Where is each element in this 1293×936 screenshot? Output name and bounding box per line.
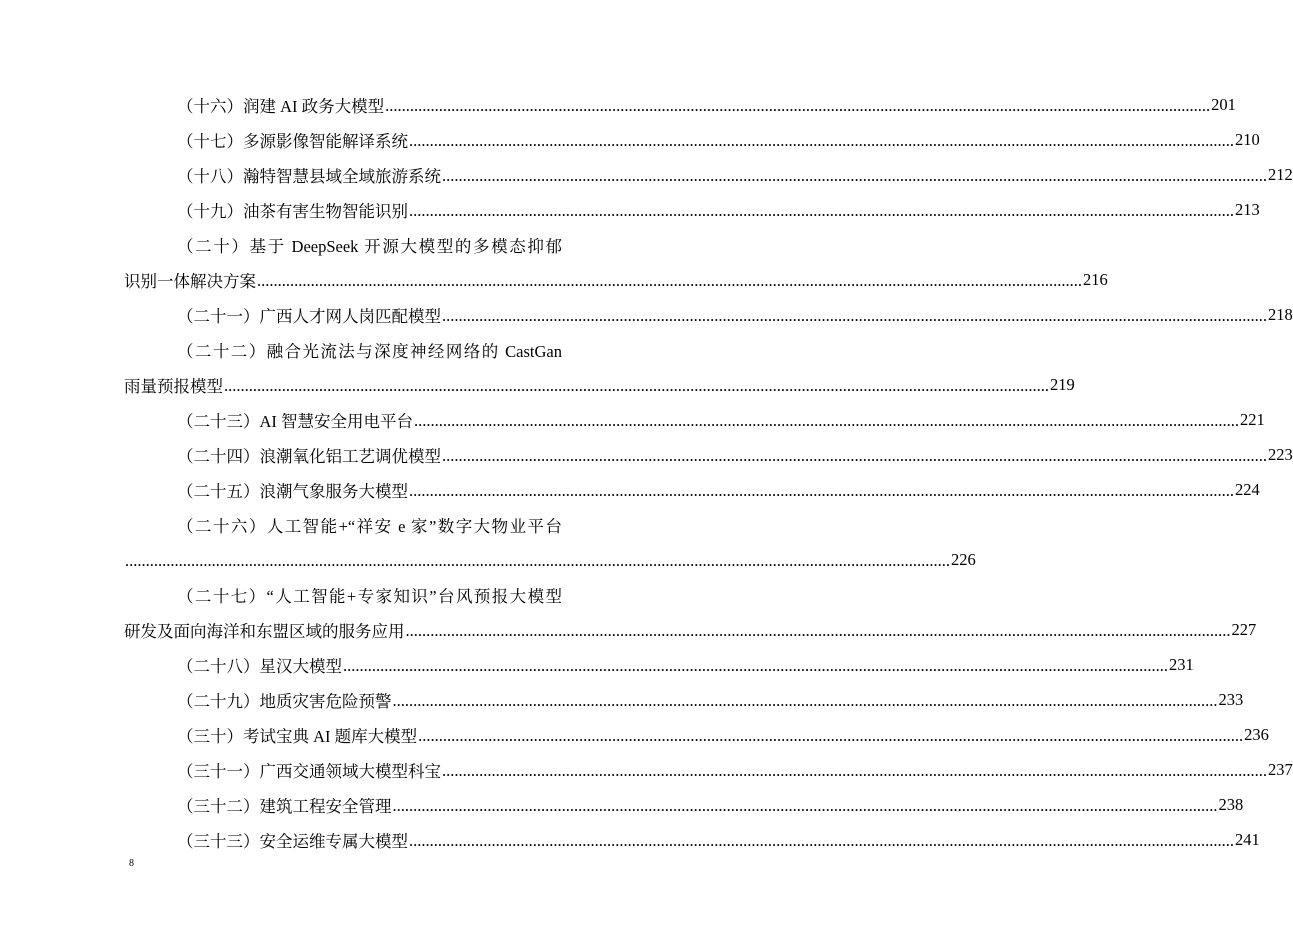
toc-entry-line [124, 507, 562, 542]
toc-entry[interactable] [124, 122, 1260, 157]
toc-entry[interactable] [124, 717, 1269, 752]
toc-entry[interactable] [124, 472, 1260, 507]
toc-entry-title: （十九）油茶有害生物智能识别 [177, 201, 408, 221]
toc-entry-title: （三十三）安全运维专属大模型 [177, 831, 408, 851]
toc-entry-title: （三十一）广西交通领域大模型科宝 [177, 761, 441, 781]
dot-leader: ........................................................................................................................................................................................................ [409, 830, 1234, 850]
toc-entry[interactable] [124, 437, 1293, 472]
toc-page-number: 213 [1235, 199, 1260, 219]
toc-page-number: 221 [1240, 409, 1265, 429]
toc-page-number: 219 [1050, 374, 1075, 394]
dot-leader: ........................................................................................................................................................................................................ [442, 760, 1267, 780]
toc-entry-title: 雨量预报模型 [124, 376, 223, 396]
toc-entry-title: （二十九）地质灾害危险预警 [177, 691, 392, 711]
dot-leader: ........................................................................................................................................................................................................ [442, 165, 1267, 185]
dot-leader: ........................................................................................................................................................................................................ [418, 725, 1244, 745]
dot-leader: ........................................................................................................................................................................................................ [442, 445, 1267, 465]
toc-entry-title: （二十）基于 DeepSeek 开源大模型的多模态抑郁 [177, 236, 562, 256]
toc-entry[interactable] [124, 682, 1244, 717]
dot-leader: ........................................................................................................................................................................................................ [385, 95, 1211, 115]
table-of-contents [124, 87, 1293, 857]
toc-page-number: 227 [1231, 619, 1257, 639]
toc-entry[interactable] [124, 542, 976, 577]
toc-entry-title: （二十五）浪潮气象服务大模型 [177, 481, 408, 501]
toc-page-number: 226 [951, 549, 976, 569]
toc-page-number: 201 [1211, 94, 1236, 114]
toc-page-number: 238 [1218, 794, 1244, 814]
toc-entry-title: （三十二）建筑工程安全管理 [177, 796, 392, 816]
toc-page-number: 231 [1169, 654, 1194, 674]
toc-entry-line [124, 577, 562, 612]
dot-leader: ........................................................................................................................................................................................................ [392, 795, 1218, 815]
toc-page-number: 241 [1235, 829, 1260, 849]
toc-page-number: 237 [1268, 759, 1293, 779]
toc-entry-title: （十六）润建 AI 政务大模型 [177, 96, 385, 116]
dot-leader: ........................................................................................................................................................................................................ [224, 375, 1049, 395]
page-number: 8 [129, 858, 134, 869]
toc-entry-line [124, 227, 562, 262]
toc-entry-title: （二十六）人工智能+“祥安 e 家”数字大物业平台 [177, 516, 562, 536]
toc-entry[interactable] [124, 157, 1293, 192]
toc-entry[interactable] [124, 87, 1236, 122]
toc-entry[interactable] [124, 612, 1257, 647]
toc-page-number: 216 [1083, 269, 1108, 289]
dot-leader: ........................................................................................................................................................................................................ [257, 270, 1082, 290]
toc-page-number: 236 [1244, 724, 1269, 744]
toc-page-number: 210 [1235, 129, 1260, 149]
toc-entry[interactable] [124, 297, 1293, 332]
toc-page-number: 223 [1268, 444, 1293, 464]
toc-entry-title: （十八）瀚特智慧县域全域旅游系统 [177, 166, 441, 186]
dot-leader: ........................................................................................................................................................................................................ [343, 655, 1168, 675]
toc-entry[interactable] [124, 262, 1108, 297]
toc-entry-line [124, 332, 562, 367]
toc-entry-title: （十七）多源影像智能解译系统 [177, 131, 408, 151]
dot-leader: ........................................................................................................................................................................................................ [125, 550, 950, 570]
toc-page-number: 212 [1268, 164, 1293, 184]
toc-entry-title: （二十八）星汉大模型 [177, 656, 342, 676]
toc-page-number: 218 [1268, 304, 1293, 324]
toc-entry-title: 研发及面向海洋和东盟区域的服务应用 [124, 621, 405, 641]
toc-entry-title: （二十七）“人工智能+专家知识”台风预报大模型 [177, 586, 562, 606]
dot-leader: ........................................................................................................................................................................................................ [414, 410, 1240, 430]
toc-entry-title: （二十一）广西人才网人岗匹配模型 [177, 306, 441, 326]
toc-entry-title: 识别一体解决方案 [124, 271, 256, 291]
dot-leader: ........................................................................................................................................................................................................ [409, 200, 1234, 220]
toc-entry[interactable] [124, 192, 1260, 227]
toc-entry-title: （二十二）融合光流法与深度神经网络的 CastGan [177, 341, 562, 361]
toc-entry[interactable] [124, 647, 1194, 682]
toc-entry[interactable] [124, 402, 1265, 437]
toc-page-number: 224 [1235, 479, 1260, 499]
toc-entry[interactable] [124, 367, 1075, 402]
dot-leader: ........................................................................................................................................................................................................ [392, 690, 1218, 710]
dot-leader: ........................................................................................................................................................................................................ [442, 305, 1267, 325]
dot-leader: ........................................................................................................................................................................................................ [409, 130, 1234, 150]
toc-entry[interactable] [124, 822, 1260, 857]
dot-leader: ........................................................................................................................................................................................................ [409, 480, 1234, 500]
toc-entry[interactable] [124, 787, 1244, 822]
toc-entry[interactable] [124, 752, 1293, 787]
toc-entry-title: （三十）考试宝典 AI 题库大模型 [177, 726, 418, 746]
toc-entry-title: （二十四）浪潮氧化铝工艺调优模型 [177, 446, 441, 466]
toc-page-number: 233 [1218, 689, 1244, 709]
dot-leader: ........................................................................................................................................................................................................ [405, 620, 1231, 640]
toc-entry-title: （二十三）AI 智慧安全用电平台 [177, 411, 414, 431]
